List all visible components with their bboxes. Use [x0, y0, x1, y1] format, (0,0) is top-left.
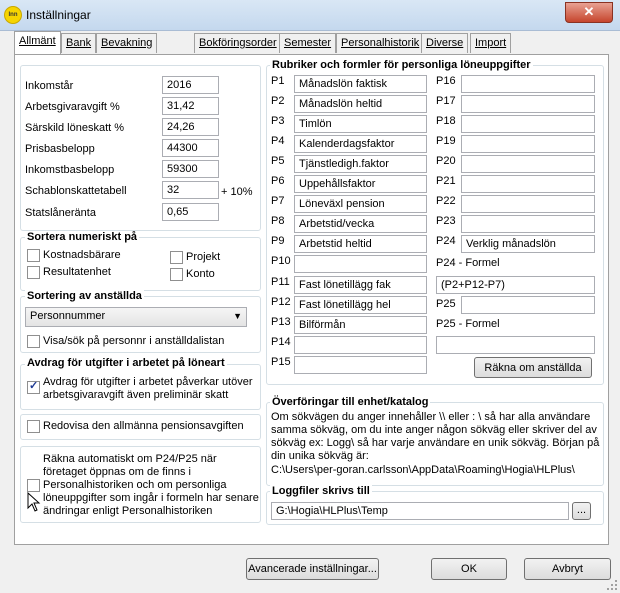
- schablonskattetabell-field[interactable]: 32: [162, 181, 219, 199]
- projekt-label: Projekt: [186, 251, 221, 263]
- recalc-auto-line4: löneuppgifter som ingår i formeln har senare: [43, 492, 259, 504]
- sarskild-loneskatt-field[interactable]: 24,26: [162, 118, 219, 136]
- field-p10[interactable]: [294, 255, 427, 273]
- deduction-line2: arbetsgivaravgift även preliminär skatt: [43, 389, 229, 401]
- code-p13: P13: [271, 316, 291, 328]
- p24-formel-label: P24 - Formel: [436, 257, 500, 269]
- field-p12[interactable]: Fast lönetillägg hel: [294, 296, 427, 314]
- statslaneranta-field[interactable]: 0,65: [162, 203, 219, 221]
- tab-import[interactable]: Import: [470, 33, 511, 53]
- transfers-line3: sökväg ex: Logg\ så har varje användare en unik sökväg. Början på: [271, 437, 600, 449]
- code-p16: P16: [436, 75, 456, 87]
- show-search-label: Visa/sök på personnr i anställdalistan: [43, 335, 225, 347]
- mouse-cursor-icon: [27, 492, 41, 512]
- sort-employees-select[interactable]: [25, 307, 247, 327]
- code-p4: P4: [271, 135, 285, 147]
- code-p20: P20: [436, 155, 456, 167]
- field-p18[interactable]: [461, 115, 595, 133]
- code-p18: P18: [436, 115, 456, 127]
- konto-label: Konto: [186, 268, 215, 280]
- field-p13[interactable]: Bilförmån: [294, 316, 427, 334]
- p24-formel-field[interactable]: (P2+P12-P7): [436, 276, 595, 294]
- p25-formel-label: P25 - Formel: [436, 318, 500, 330]
- projekt-checkbox[interactable]: [170, 251, 183, 264]
- show-search-checkbox[interactable]: [27, 335, 40, 348]
- code-p17: P17: [436, 95, 456, 107]
- recalc-auto-checkbox[interactable]: [27, 479, 40, 492]
- ok-button[interactable]: OK: [431, 558, 507, 580]
- p25-formel-field[interactable]: [436, 336, 595, 354]
- code-p5: P5: [271, 155, 285, 167]
- advanced-settings-button[interactable]: Avancerade inställningar...: [246, 558, 379, 580]
- close-button[interactable]: [565, 2, 613, 23]
- label-inkomstar: Inkomstår: [25, 80, 74, 92]
- sort-numeric-title: Sortera numeriskt på: [27, 231, 138, 243]
- tab-semester[interactable]: Semester: [279, 33, 336, 53]
- transfers-line2: samma sökväg, om du inte anger någon sökväg eller skriver del av: [271, 424, 597, 436]
- recalc-employees-button[interactable]: Räkna om anställda: [474, 357, 592, 378]
- konto-checkbox[interactable]: [170, 268, 183, 281]
- title-bar: [0, 0, 620, 31]
- tab-bevakning-datum[interactable]: Bevakning: [96, 33, 157, 53]
- tab-bank[interactable]: Bank: [61, 33, 96, 53]
- field-p19[interactable]: [461, 135, 595, 153]
- recalc-auto-line3: Personalhistoriken och om personliga: [43, 479, 227, 491]
- recalc-auto-line2: företaget öppnas om de finns i: [43, 466, 191, 478]
- code-p14: P14: [271, 336, 291, 348]
- code-p10: P10: [271, 255, 291, 267]
- recalc-auto-line5: ändringar enligt Personalhistoriken: [43, 505, 213, 517]
- code-p8: P8: [271, 215, 285, 227]
- field-p4[interactable]: Kalenderdagsfaktor: [294, 135, 427, 153]
- field-p11[interactable]: Fast lönetillägg fak: [294, 276, 427, 294]
- label-arbetsgivaravgift: Arbetsgivaravgift %: [25, 101, 120, 113]
- field-p24[interactable]: Verklig månadslön: [461, 235, 595, 253]
- field-p14[interactable]: [294, 336, 427, 354]
- code-p23: P23: [436, 215, 456, 227]
- resize-grip-icon[interactable]: [606, 579, 618, 591]
- tab-panel: [14, 54, 609, 545]
- cancel-button[interactable]: Avbryt: [524, 558, 611, 580]
- field-p1[interactable]: Månadslön faktisk: [294, 75, 427, 93]
- tab-personalhistorik[interactable]: Personalhistorik: [336, 33, 424, 53]
- logfiles-path-field[interactable]: G:\Hogia\HLPlus\Temp: [271, 502, 569, 520]
- code-p1: P1: [271, 75, 285, 87]
- window-title: Inställningar: [26, 8, 91, 22]
- field-p6[interactable]: Uppehållsfaktor: [294, 175, 427, 193]
- resultatenhet-checkbox[interactable]: [27, 266, 40, 279]
- field-p17[interactable]: [461, 95, 595, 113]
- field-p2[interactable]: Månadslön heltid: [294, 95, 427, 113]
- inkomstar-field[interactable]: 2016: [162, 76, 219, 94]
- recalc-auto-line1: Räkna automatiskt om P24/P25 när: [43, 453, 217, 465]
- prisbasbelopp-field[interactable]: 44300: [162, 139, 219, 157]
- label-prisbasbelopp: Prisbasbelopp: [25, 143, 95, 155]
- code-p9: P9: [271, 235, 285, 247]
- label-statslaneranta: Statslåneränta: [25, 207, 96, 219]
- kostnadsbarare-checkbox[interactable]: [27, 249, 40, 262]
- field-p7[interactable]: Löneväxl pension: [294, 195, 427, 213]
- code-p19: P19: [436, 135, 456, 147]
- label-inkomstbasbelopp: Inkomstbasbelopp: [25, 164, 115, 176]
- pension-label: Redovisa den allmänna pensionsavgiften: [43, 420, 244, 432]
- kostnadsbarare-label: Kostnadsbärare: [43, 249, 121, 261]
- code-p7: P7: [271, 195, 285, 207]
- sort-employees-title: Sortering av anställda: [27, 290, 142, 302]
- arbetsgivaravgift-field[interactable]: 31,42: [162, 97, 219, 115]
- label-schablonskattetabell: Schablonskattetabell: [25, 185, 127, 197]
- transfers-title: Överföringar till enhet/katalog: [272, 396, 429, 408]
- tab-diverse[interactable]: Diverse: [421, 33, 468, 53]
- field-p16[interactable]: [461, 75, 595, 93]
- deduction-title: Avdrag för utgifter i arbetet på löneart: [27, 357, 225, 369]
- field-p22[interactable]: [461, 195, 595, 213]
- deduction-line1: Avdrag för utgifter i arbetet påverkar utöver: [43, 376, 253, 388]
- tab-bokforingsorder[interactable]: Bokföringsorder: [194, 33, 282, 53]
- tab-allmant[interactable]: Allmänt: [14, 31, 61, 54]
- chevron-down-icon: ▼: [233, 311, 242, 321]
- sort-numeric-group: [20, 237, 261, 291]
- code-p6: P6: [271, 175, 285, 187]
- field-p3[interactable]: Timlön: [294, 115, 427, 133]
- resultatenhet-label: Resultatenhet: [43, 266, 111, 278]
- field-p9[interactable]: Arbetstid heltid: [294, 235, 427, 253]
- label-sarskild-loneskatt: Särskild löneskatt %: [25, 122, 125, 134]
- code-p11: P11: [271, 276, 290, 288]
- transfers-line5: C:\Users\per-goran.carlsson\AppData\Roaming\Hogia\HLPlus\: [271, 464, 575, 476]
- p25-label: P25: [436, 298, 456, 310]
- code-p21: P21: [436, 175, 456, 187]
- app-icon: Inn: [4, 6, 22, 24]
- rubriker-title: Rubriker och formler för personliga löneuppgifter: [272, 59, 531, 71]
- field-p8[interactable]: Arbetstid/vecka: [294, 215, 427, 233]
- field-p23[interactable]: [461, 215, 595, 233]
- code-p15: P15: [271, 356, 291, 368]
- deduction-checkbox[interactable]: [27, 381, 40, 394]
- code-p12: P12: [271, 296, 291, 308]
- browse-button[interactable]: ...: [572, 502, 591, 520]
- field-p15[interactable]: [294, 356, 427, 374]
- logfiles-title: Loggfiler skrivs till: [272, 485, 370, 497]
- transfers-line1: Om sökvägen du anger innehåller \\ eller : \ så har alla användare: [271, 411, 591, 423]
- code-p24: P24: [436, 235, 456, 247]
- field-p21[interactable]: [461, 175, 595, 193]
- field-p25[interactable]: [461, 296, 595, 314]
- code-p22: P22: [436, 195, 456, 207]
- field-p20[interactable]: [461, 155, 595, 173]
- code-p2: P2: [271, 95, 285, 107]
- transfers-line4: din unika sökväg är:: [271, 450, 369, 462]
- inkomstbasbelopp-field[interactable]: 59300: [162, 160, 219, 178]
- schablon-suffix: + 10%: [221, 186, 253, 198]
- code-p3: P3: [271, 115, 285, 127]
- sort-employees-value: Personnummer: [30, 310, 106, 322]
- close-icon: ✕: [583, 4, 595, 19]
- pension-checkbox[interactable]: [27, 420, 40, 433]
- field-p5[interactable]: Tjänstledigh.faktor: [294, 155, 427, 173]
